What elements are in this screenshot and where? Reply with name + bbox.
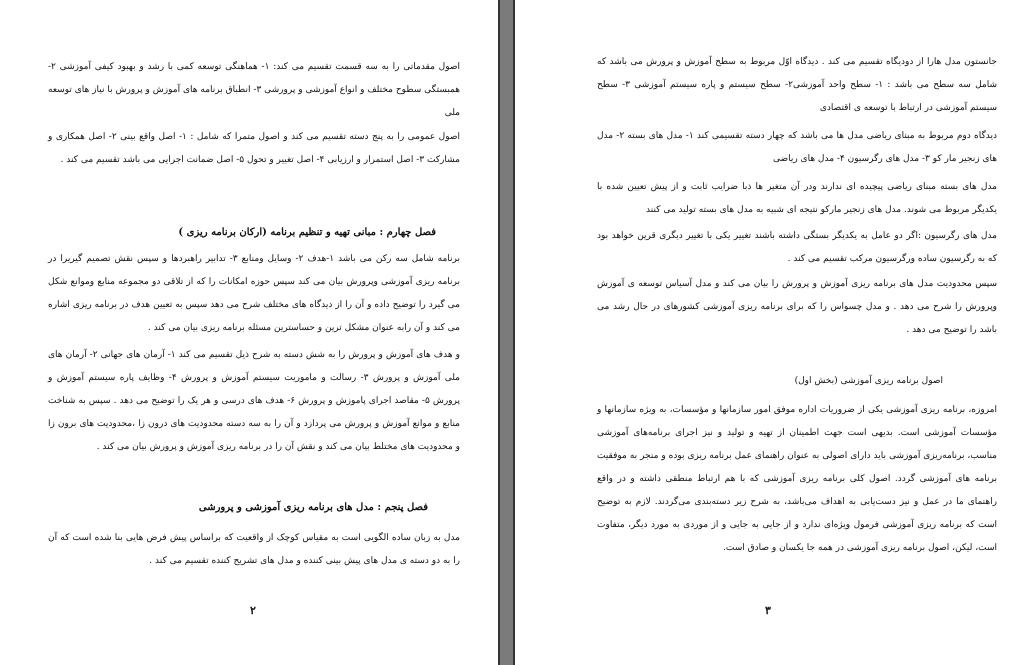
right-page [513, 0, 1024, 665]
right-paragraph-2: دیدگاه دوم مربوط به مبنای ریاضی مدل ها می باشد که چهار دسته تقسیمی کند ۱- مدل های بسته ۲- مدل های زنجیر مار کو ۳- مدل های رگرسیون ۴- مدل های ریاضی [597, 131, 997, 164]
chapter-five-heading: فصل پنجم : مدل های برنامه ریزی آموزشی و پرورشی [198, 502, 428, 513]
page-number-right: ۳ [765, 604, 771, 617]
right-paragraph-3: مدل های بسته مبنای ریاضی پیچیده ای ندارند ودر آن متغیر ها ذبا ضرایب ثابت و از پیش تعیین شده با یکدیگر مربوط می شوند. مدل های زنجیر مارکو نتیجه ای شبیه به مدل های بسته تولید می کنند [597, 182, 997, 215]
left-paragraph-5: مدل به زبان ساده الگویی است به مقیاس کوچک از واقعیت که براساس پیش فرض هایی بنا شده است که آن را به دو دسته ی مدل های پیش بینی کننده و مدل های تشریح کننده تقسیم می کند . [48, 533, 460, 566]
right-paragraph-5: سپس محدودیت مدل های برنامه ریزی آموزش و پرورش را بیان می کند و مدل آسیاس توسعه ی آموزش وپرورش را شرح می دهد . و مدل چسواس را که برای برنامه ریزی آموزشی کشورهای در حال رشد می باشد را توضیح می دهد . [597, 279, 997, 335]
right-paragraph-4: مدل های رگرسیون :اگر دو عامل به یکدیگر بستگی داشته باشند تغییر یکی با تغییر دیگری قرین خواهد بود که به رگرسیون ساده ورگرسیون مرکب تقسیم می کند . [597, 231, 997, 264]
right-paragraph-6: امروزه، برنامه ریزی آموزشی یکی از ضروریات اداره موفق امور سازمانها و مؤسسات، به ویژه سازمانها و مؤسسات آموزشی است. بدیهی است جهت اطمینان از تهیه و تولید و نیز اجرای برنامه‌های آموزشی مناسب، برنامه‌ریزی آموزشی باید دارای اصولی به عنوان راهنمای عمل برنامه ریزی بوده و منجر به موفقیت برنامه های آموزشی گردد. اصول کلی برنامه ریزی آموزشی که با هم ارتباط منطقی داشته و در واقع راهنمای ما در عمل و نیز دست‌یابی به اهداف می‌باشد، به شرح زیر دسته‌بندی می‌گردند. لازم به توضیح است که برنامه ریزی آموزشی فرمول ویژه‌ای ندارد و از جایی به جایی و از موردی به مورد دیگر، متفاوت است، لیکن، اصول برنامه ریزی آموزشی در همه جا یکسان و صادق است. [597, 405, 997, 553]
left-paragraph-2: اصول عمومی را به پنج دسته تقسیم می کند و اصول متمرا که شامل : ۱- اصل واقع بینی ۲- اصل همکاری و مشارکت ۳- اصل استمرار و ارزیابی ۴- اصل تغییر و تحول ۵- اصل ضمانت اجرایی می باشد تقسیم می کند . [48, 132, 461, 165]
right-paragraph-1: جانستون مدل هارا از دودیگاه تقسیم می کند . دیدگاه اوّل مربوط به سطح آموزش و پرورش می باشد که شامل سه سطح می باشد : ۱- سطح واحد آموزشی۲- سطح سیستم و پاره سیستم آموزشی ۳- سطح سیستم آموزشی در ارتباط با توسعه ی اقتصادی [597, 57, 998, 113]
page-number-left: ۲ [250, 604, 256, 617]
left-paragraph-4: و هدف های آموزش و پرورش را به شش دسته به شرح ذیل تقسیم می کند ۱- آرمان های جهانی ۲- آرمان های ملی آموزش و پرورش ۳- رسالت و ماموریت سیستم آموزش و پرورش ۴- وظایف پاره سیستم آموزش و پرورش ۵- مقاصد اجرای پاموزش و پرورش ۶- هدف های درسی و هر یک را توضیح می دهد . سپس به شناخت منابع و موانع آموزش و پرورش می پردازد و آن را به سه دسته محدودیت های درون زا ،محدودیت های برون زا و محدودیت های مختلط بیان می کند و نقش آن را در برنامه ریزی آموزش و پرورش بیان می کند . [48, 350, 461, 452]
section-subheading: اصول برنامه ریزی آموزشی (بخش اول) [794, 376, 943, 386]
chapter-four-heading: فصل چهارم : مبانی تهیه و تنظیم برنامه (ارکان برنامه ریزی ) [178, 227, 436, 238]
left-paragraph-3: برنامه شامل سه رکن می باشد ۱-هدف ۲- وسایل ومنابع ۳- تدابیر راهبردها و سپس نقش تصمیم گیریرا در برنامه ریزی آموزشی وپرورش بیان می کند سپس حوزه امکانات را که از تلاقی دو مجموعه منابع وموانع شکل می گیرد را توضیح داده و آن را از دیدگاه های مختلف شرح می دهد سپس به تعیین هدف در برنامه ریزی اشاره می کند و آن رابه عنوان مشکل ترین و حساسترین مسئله برنامه ریزی بیان می کند . [48, 254, 461, 333]
left-paragraph-1: اصول مقدماتی را به سه قسمت تقسیم می کند: ۱- هماهنگی توسعه کمی با رشد و بهبود کیفی آموزشی ۲- همبستگی سطوح مختلف و انواع آموزشی و پرورشی ۳- انطباق برنامه های آموزش و پرورش با نیاز های توسعه ملی [48, 62, 461, 118]
left-page [0, 0, 500, 665]
